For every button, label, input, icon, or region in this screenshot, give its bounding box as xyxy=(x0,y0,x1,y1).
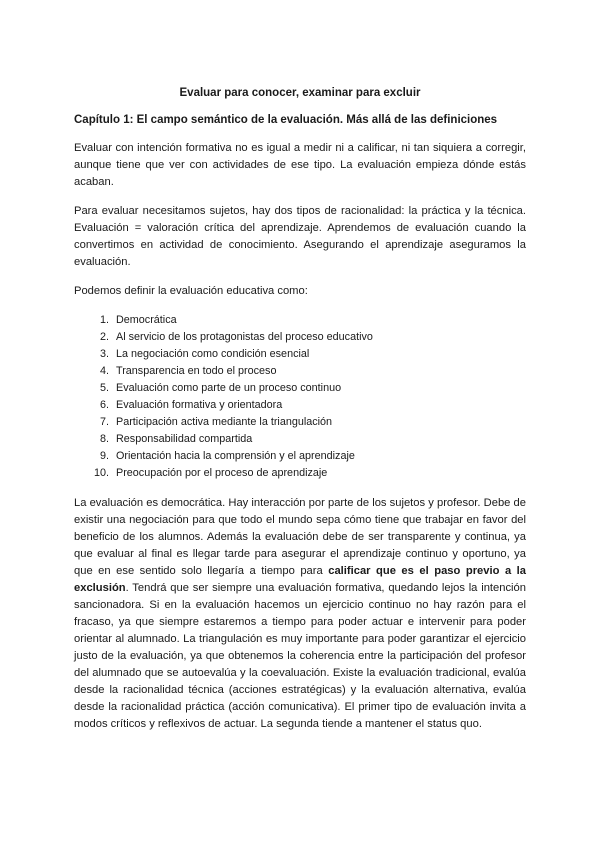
list-item: 6. Evaluación formativa y orientadora xyxy=(112,397,526,414)
paragraph-2: Para evaluar necesitamos sujetos, hay dos tipos de racionalidad: la práctica y la técnica. Evaluación = valoración crítica del aprendizaje. Aprendemos de evaluación cuando la convertimos en actividad de conocimiento. Asegurando el aprendizaje aseguramos la evaluación. xyxy=(74,205,526,268)
paragraph-3-text-a: La evaluación es democrática. Hay interacción por parte de los sujetos y profesor. Debe de existir una negociación para que todo el mundo sepa cómo tiene que trabajar en favor del beneficio de los alumnos. Además la evaluación debe de ser transparente y continua, ya que evaluar al final es llegar tarde para asegurar el aprendizaje continuo y oportuno, ya que en ese sentido solo llegaría a tiempo para xyxy=(74,497,526,577)
list-item: 7. Participación activa mediante la triangulación xyxy=(112,414,526,431)
paragraph-3-text-b: . Tendrá que ser siempre una evaluación formativa, quedando lejos la intención sancionadora. Si en la evaluación hacemos un ejercicio continuo no hay razón para el fracaso, ya que siempre estaremos a tiempo para poder actuar e intervenir para poder orientar al alumnado. La triangulación es muy importante para poder garantizar el ejercicio justo de la evaluación, ya que obtenemos la coherencia entre la participación del profesor del alumnado que se autoevalúa y la coevaluación. Existe la evaluación tradicional, evalúa desde la racionalidad técnica (acciones estratégicas) y la evaluación alternativa, evalúa desde la racionalidad práctica (acción comunicativa). El primer tipo de evaluación invita a modos críticos y reflexivos de actuar. La segunda tiende a mantener el status quo. xyxy=(74,582,526,730)
paragraph-1: Evaluar con intención formativa no es igual a medir ni a calificar, ni tan siquiera a corregir, aunque tiene que ver con actividades de ese tipo. La evaluación empieza dónde estás acaban. xyxy=(74,142,526,188)
list-item: 9. Orientación hacia la comprensión y el aprendizaje xyxy=(112,448,526,465)
list-item: 10. Preocupación por el proceso de aprendizaje xyxy=(112,465,526,482)
list-item: 5. Evaluación como parte de un proceso continuo xyxy=(112,380,526,397)
definition-list xyxy=(74,312,526,482)
list-item: 1. Democrática xyxy=(112,312,526,329)
document-title: Evaluar para conocer, examinar para excluir xyxy=(179,87,421,99)
list-item: 2. Al servicio de los protagonistas del proceso educativo xyxy=(112,329,526,346)
list-item: 4. Transparencia en todo el proceso xyxy=(112,363,526,380)
chapter-heading: Capítulo 1: El campo semántico de la evaluación. Más allá de las definiciones xyxy=(74,114,498,126)
list-item: 8. Responsabilidad compartida xyxy=(112,431,526,448)
paragraph-3-bold-phrase: calificar que es el paso previo a la exclusión xyxy=(74,565,527,594)
paragraph-3 xyxy=(74,495,526,733)
list-item: 3. La negociación como condición esencial xyxy=(112,346,526,363)
list-intro: Podemos definir la evaluación educativa como: xyxy=(74,285,308,297)
